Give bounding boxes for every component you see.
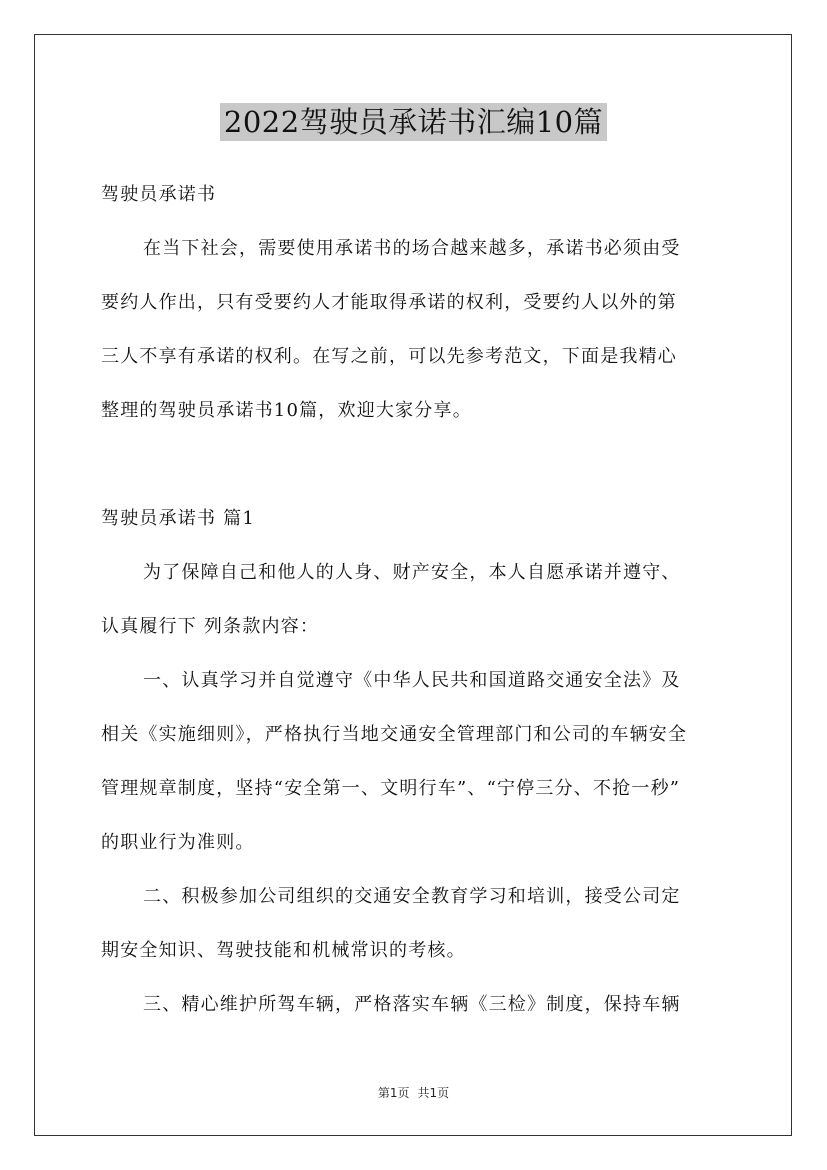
title-container	[0, 103, 827, 141]
paragraph-line: 期安全知识、驾驶技能和机械常识的考核。	[101, 940, 466, 961]
intro-heading: 驾驶员承诺书	[101, 184, 217, 205]
section-heading: 驾驶员承诺书 篇1	[101, 508, 255, 529]
paragraph-line: 为了保障自己和他人的人身、财产安全，本人自愿承诺并遵守、	[143, 562, 681, 583]
document-title: 2022驾驶员承诺书汇编10篇	[220, 103, 607, 141]
page-total: 共1页	[417, 1086, 450, 1100]
paragraph-line: 一、认真学习并自觉遵守《中华人民共和国道路交通安全法》及	[143, 670, 681, 691]
intro-line: 整理的驾驶员承诺书10篇，欢迎大家分享。	[101, 400, 472, 421]
paragraph-line: 二、积极参加公司组织的交通安全教育学习和培训，接受公司定	[143, 886, 681, 907]
intro-line: 在当下社会，需要使用承诺书的场合越来越多，承诺书必须由受	[143, 238, 681, 259]
paragraph-line: 管理规章制度，坚持“安全第一、文明行车”、“宁停三分、不抢一秒”	[101, 778, 681, 799]
intro-line: 三人不享有承诺的权利。在写之前，可以先参考范文，下面是我精心	[101, 346, 677, 367]
paragraph-line: 三、精心维护所驾车辆，严格落实车辆《三检》制度，保持车辆	[143, 994, 681, 1015]
intro-line: 要约人作出，只有受要约人才能取得承诺的权利，受要约人以外的第	[101, 292, 677, 313]
paragraph-line: 相关《实施细则》，严格执行当地交通安全管理部门和公司的车辆安全	[101, 724, 688, 745]
paragraph-line: 认真履行下 列条款内容：	[101, 616, 320, 637]
paragraph-line: 的职业行为准则。	[101, 832, 255, 853]
page-footer	[0, 1085, 827, 1101]
page-number: 第1页	[377, 1086, 410, 1100]
